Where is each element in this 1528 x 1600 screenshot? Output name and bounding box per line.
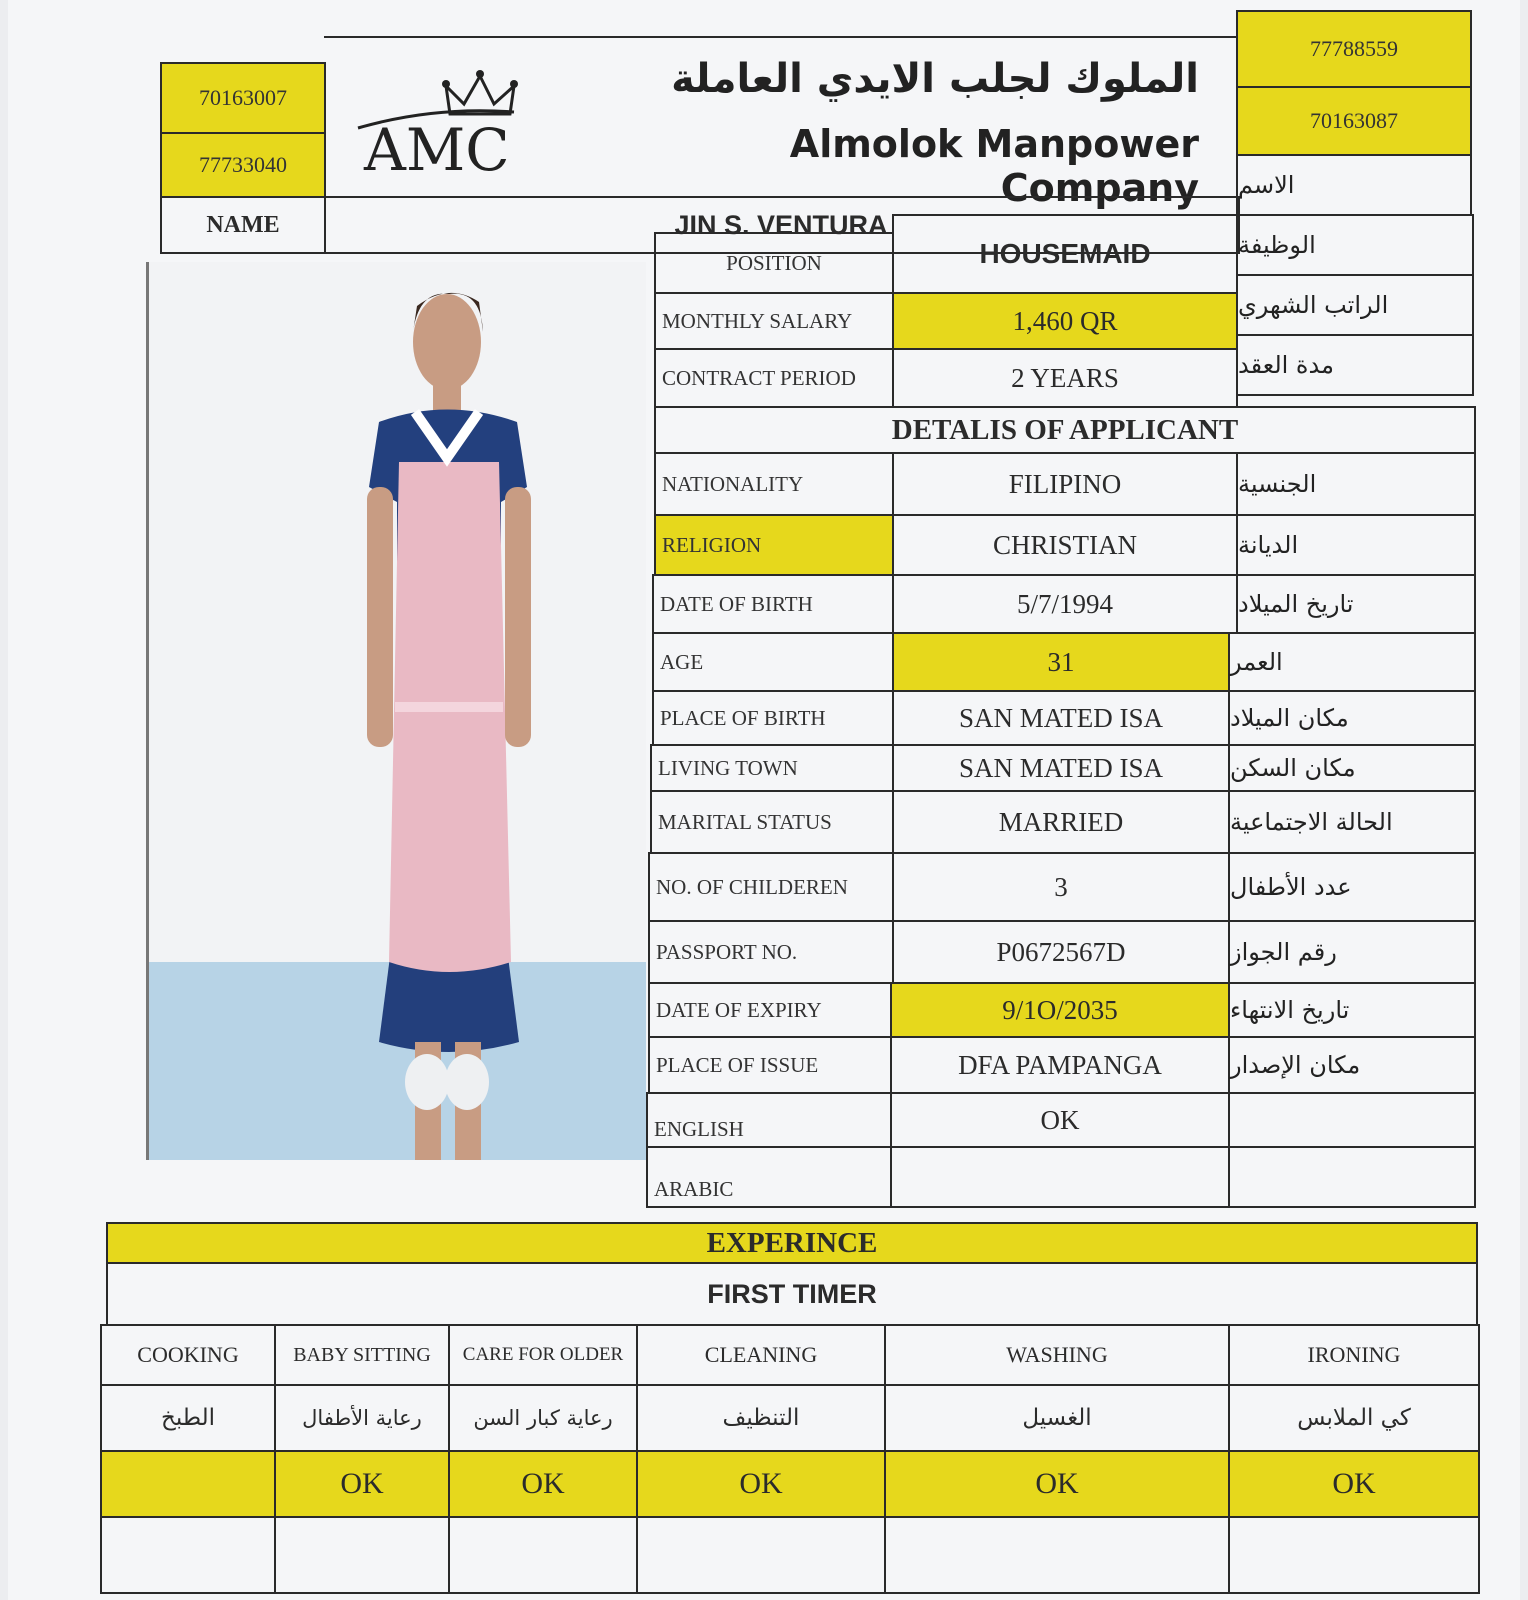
monthly-salary-label: MONTHLY SALARY	[654, 292, 894, 350]
crown-logo-icon	[354, 66, 564, 176]
name-label: NAME	[160, 196, 326, 254]
living-town-value: SAN MATED ISA	[892, 744, 1230, 792]
phone-right-1: 77788559	[1236, 10, 1472, 88]
skill-ironing-arabic: كي الملابس	[1228, 1384, 1480, 1452]
skill-care-older-status: OK	[448, 1450, 638, 1518]
religion-value: CHRISTIAN	[892, 514, 1238, 576]
marital-status-label-arabic: الحالة الاجتماعية	[1228, 790, 1476, 854]
skill-cleaning-arabic: التنظيف	[636, 1384, 886, 1452]
logo-text: AMC	[364, 116, 510, 176]
skill-care-older-arabic: رعاية كبار السن	[448, 1384, 638, 1452]
place-of-birth-label-arabic: مكان الميلاد	[1228, 690, 1476, 746]
phone-right-2: 70163087	[1236, 86, 1472, 156]
date-of-birth-label-arabic: تاريخ الميلاد	[1236, 574, 1476, 634]
skills-table	[100, 1324, 1480, 1594]
age-label-arabic: العمر	[1228, 632, 1476, 692]
skill-washing-arabic: الغسيل	[884, 1384, 1230, 1452]
applicant-details-table	[648, 452, 1478, 1212]
place-of-issue-value: DFA PAMPANGA	[890, 1036, 1230, 1094]
religion-label: RELIGION	[654, 514, 894, 576]
skill-care-older-label: CARE FOR OLDER	[448, 1324, 638, 1386]
skill-cleaning-blank	[636, 1516, 886, 1594]
monthly-salary-label-arabic: الراتب الشهري	[1236, 274, 1474, 336]
skill-washing-label: WASHING	[884, 1324, 1230, 1386]
contract-period-label: CONTRACT PERIOD	[654, 348, 894, 408]
children-count-label-arabic: عدد الأطفال	[1228, 852, 1476, 922]
english-label: ENGLISH	[646, 1092, 892, 1148]
skill-baby-sitting-label: BABY SITTING	[274, 1324, 450, 1386]
name-value: JIN S. VENTURA	[324, 196, 1240, 254]
nationality-label-arabic: الجنسية	[1236, 452, 1476, 516]
date-of-birth-label: DATE OF BIRTH	[652, 574, 894, 634]
living-town-label: LIVING TOWN	[650, 744, 894, 792]
passport-number-label: PASSPORT NO.	[648, 920, 894, 984]
children-count-value: 3	[892, 852, 1230, 922]
details-section-title: DETALIS OF APPLICANT	[654, 406, 1476, 454]
age-value: 31	[892, 632, 1230, 692]
nationality-value: FILIPINO	[892, 452, 1238, 516]
english-value: OK	[890, 1092, 1230, 1148]
logo-area	[324, 36, 1240, 210]
skill-cooking-arabic: الطبخ	[100, 1384, 276, 1452]
skill-washing-status: OK	[884, 1450, 1230, 1518]
contract-period-value: 2 YEARS	[892, 348, 1238, 408]
place-of-birth-value: SAN MATED ISA	[892, 690, 1230, 746]
company-name-arabic: الملوك لجلب الايدي العاملة	[671, 56, 1199, 102]
monthly-salary-value: 1,460 QR	[892, 292, 1238, 350]
applicant-photo	[146, 262, 646, 1160]
skill-cooking-label: COOKING	[100, 1324, 276, 1386]
position-label: POSITION	[654, 232, 894, 294]
date-of-birth-value: 5/7/1994	[892, 574, 1238, 634]
arabic-label: ARABIC	[646, 1146, 892, 1208]
passport-number-label-arabic: رقم الجواز	[1228, 920, 1476, 984]
phone-left-1: 70163007	[160, 62, 326, 134]
english-label-arabic	[1228, 1092, 1476, 1148]
skill-cleaning-status: OK	[636, 1450, 886, 1518]
position-value: HOUSEMAID	[892, 214, 1238, 294]
place-of-birth-label: PLACE OF BIRTH	[652, 690, 894, 746]
children-count-label: NO. OF CHILDEREN	[648, 852, 894, 922]
skill-cleaning-label: CLEANING	[636, 1324, 886, 1386]
name-label-arabic: الاسم	[1236, 154, 1472, 216]
skill-baby-sitting-status: OK	[274, 1450, 450, 1518]
date-of-expiry-label-arabic: تاريخ الانتهاء	[1228, 982, 1476, 1038]
marital-status-label: MARITAL STATUS	[650, 790, 894, 854]
place-of-issue-label-arabic: مكان الإصدار	[1228, 1036, 1476, 1094]
skill-ironing-label: IRONING	[1228, 1324, 1480, 1386]
skill-ironing-blank	[1228, 1516, 1480, 1594]
skill-baby-sitting-blank	[274, 1516, 450, 1594]
marital-status-value: MARRIED	[892, 790, 1230, 854]
place-of-issue-label: PLACE OF ISSUE	[648, 1036, 892, 1094]
skill-care-older-blank	[448, 1516, 638, 1594]
phone-left-2: 77733040	[160, 132, 326, 198]
experience-note: FIRST TIMER	[106, 1262, 1478, 1326]
age-label: AGE	[652, 632, 894, 692]
passport-number-value: P0672567D	[892, 920, 1230, 984]
skill-cooking-blank	[100, 1516, 276, 1594]
contract-period-label-arabic: مدة العقد	[1236, 334, 1474, 396]
living-town-label-arabic: مكان السكن	[1228, 744, 1476, 792]
person-figure-icon	[149, 262, 646, 1160]
skill-cooking-status	[100, 1450, 276, 1518]
skill-ironing-status: OK	[1228, 1450, 1480, 1518]
skill-washing-blank	[884, 1516, 1230, 1594]
religion-label-arabic: الديانة	[1236, 514, 1476, 576]
experience-title: EXPERINCE	[106, 1222, 1478, 1264]
cv-sheet	[8, 0, 1520, 1600]
arabic-value	[890, 1146, 1230, 1208]
nationality-label: NATIONALITY	[654, 452, 894, 516]
skill-baby-sitting-arabic: رعاية الأطفال	[274, 1384, 450, 1452]
date-of-expiry-value: 9/1O/2035	[890, 982, 1230, 1038]
position-label-arabic: الوظيفة	[1236, 214, 1474, 276]
company-name-english: Almolok Manpower Company	[789, 122, 1199, 210]
date-of-expiry-label: DATE OF EXPIRY	[648, 982, 892, 1038]
arabic-label-arabic	[1228, 1146, 1476, 1208]
